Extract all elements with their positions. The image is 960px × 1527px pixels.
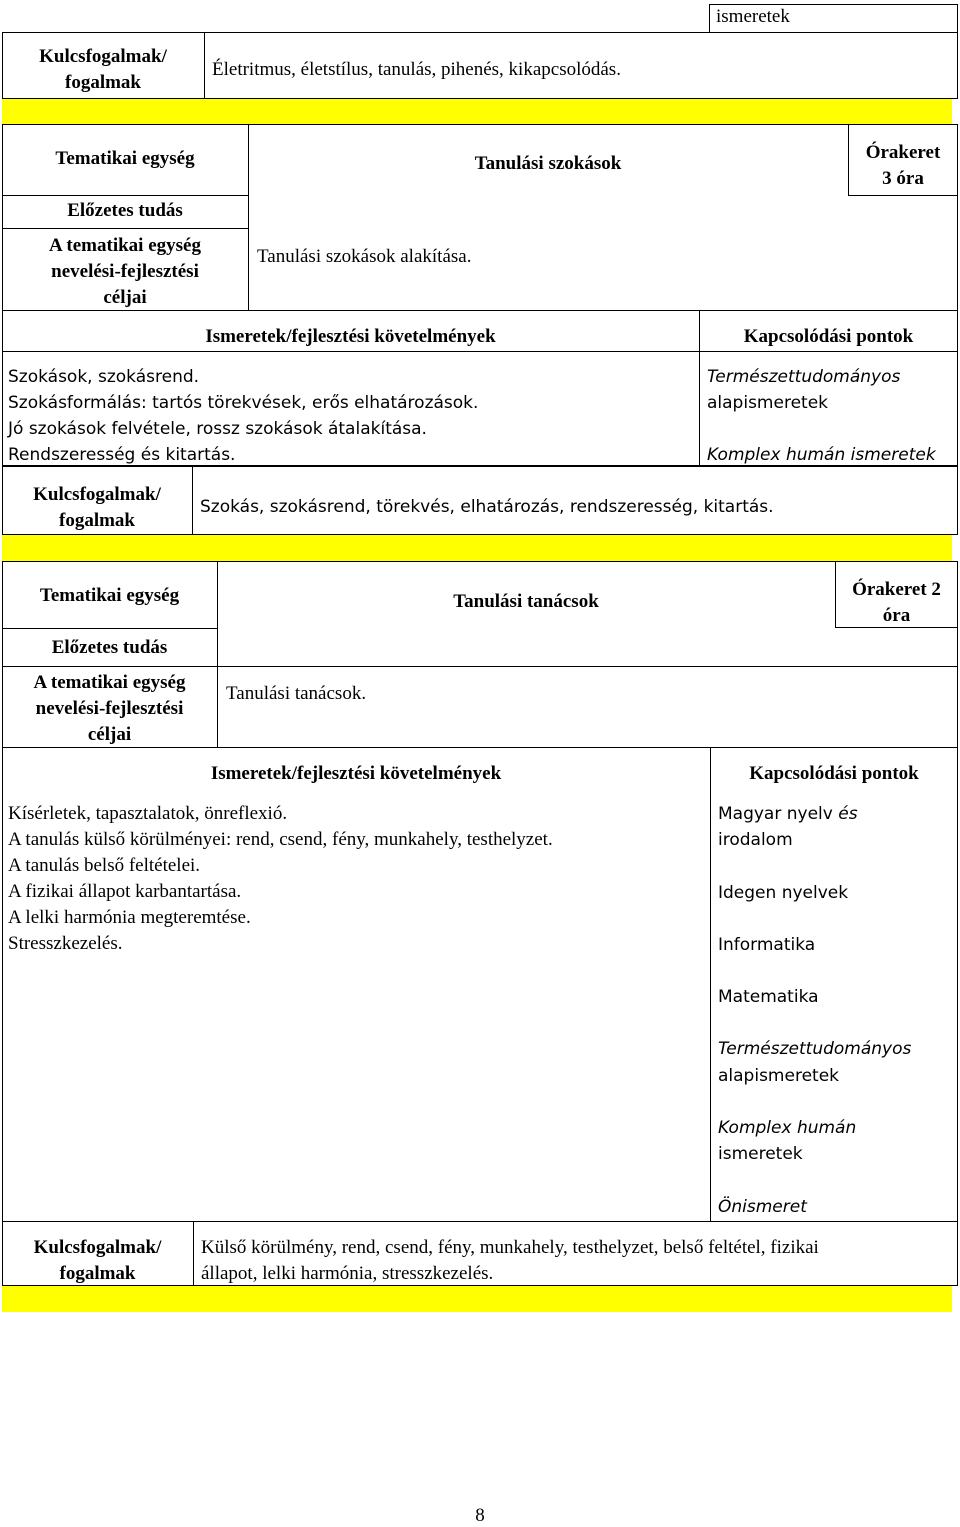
unit2-kapcs-list: Magyar nyelv és irodalom Idegen nyelvek Informatika Matematika Természettudományos alapismeretek Komplex humán ismeretek Önismeret <box>718 804 912 1217</box>
list-item: Kísérletek, tapasztalatok, önreflexió. <box>8 803 288 824</box>
unit1-ismeretek-list <box>8 364 478 468</box>
list-item: A tanulás külső körülményei: rend, csend, fény, munkahely, testhelyzet. <box>8 829 553 850</box>
highlight-bar-unit2 <box>2 1286 952 1312</box>
unit1-ismeretek-header: Ismeretek/fejlesztési követelmények <box>205 326 496 347</box>
list-item: A fizikai állapot karbantartása. <box>8 881 242 902</box>
unit1-kulcs-label: Kulcsfogalmak/ fogalmak <box>33 484 161 531</box>
unit2-celjai-label: A tematikai egység nevelési-fejlesztési céljai <box>33 672 186 745</box>
unit2-ismeretek-header: Ismeretek/fejlesztési követelmények <box>210 763 502 784</box>
list-item: A lelki harmónia megteremtése. <box>8 907 251 928</box>
unit2-kulcs-text: Külső körülmény, rend, csend, fény, munkahely, testhelyzet, belső feltétel, fizikai állapot, lelki harmónia, stresszkezelés. <box>201 1237 819 1284</box>
highlight-bar-unit1 <box>2 535 952 561</box>
list-item: A tanulás belső feltételei. <box>8 855 201 876</box>
unit2-title: Tanulási tanácsok <box>453 591 599 612</box>
page-number: 8 <box>475 1505 485 1526</box>
unit2-kulcs-label: Kulcsfogalmak/ fogalmak <box>33 1237 162 1284</box>
unit1-elozetes-label: Előzetes tudás <box>67 200 183 221</box>
unit1-orakeret: Órakeret 3 óra <box>865 142 941 189</box>
list-item: Szokásformálás: tartós törekvések, erős elhatározások. <box>8 393 479 413</box>
unit2-celjai-text: Tanulási tanácsok. <box>226 683 367 704</box>
unit1-celjai-label: A tematikai egység nevelési-fejlesztési céljai <box>49 235 201 308</box>
unit1-tematikai-label: Tematikai egység <box>55 148 195 169</box>
unit2-orakeret: Órakeret 2 óra <box>852 579 941 626</box>
highlight-bar-top <box>2 99 952 125</box>
unit2-ismeretek-list <box>8 801 553 957</box>
kulcs-label-top: Kulcsfogalmak/ fogalmak <box>39 46 167 93</box>
unit1-title: Tanulási szokások <box>474 153 622 174</box>
unit1-celjai-text: Tanulási szokások alakítása. <box>257 246 472 267</box>
unit1-kapcs-list: Természettudományos alapismeretek Komplex humán ismeretek <box>707 367 936 465</box>
kapcs-tail-text: ismeretek <box>716 6 790 27</box>
kulcs-text-top: Életritmus, életstílus, tanulás, pihenés, kikapcsolódás. <box>212 59 621 80</box>
unit2-tematikai-label: Tematikai egység <box>39 585 180 606</box>
unit2-elozetes-label: Előzetes tudás <box>51 637 168 658</box>
list-item: Rendszeresség és kitartás. <box>8 445 236 465</box>
unit1-kapcs-header: Kapcsolódási pontok <box>743 326 914 347</box>
unit2-kapcs-header: Kapcsolódási pontok <box>749 763 919 784</box>
list-item: Jó szokások felvétele, rossz szokások átalakítása. <box>8 419 427 439</box>
list-item: Stresszkezelés. <box>8 933 123 954</box>
list-item: Szokások, szokásrend. <box>8 367 200 387</box>
unit1-kulcs-text: Szokás, szokásrend, törekvés, elhatározás, rendszeresség, kitartás. <box>200 497 774 517</box>
